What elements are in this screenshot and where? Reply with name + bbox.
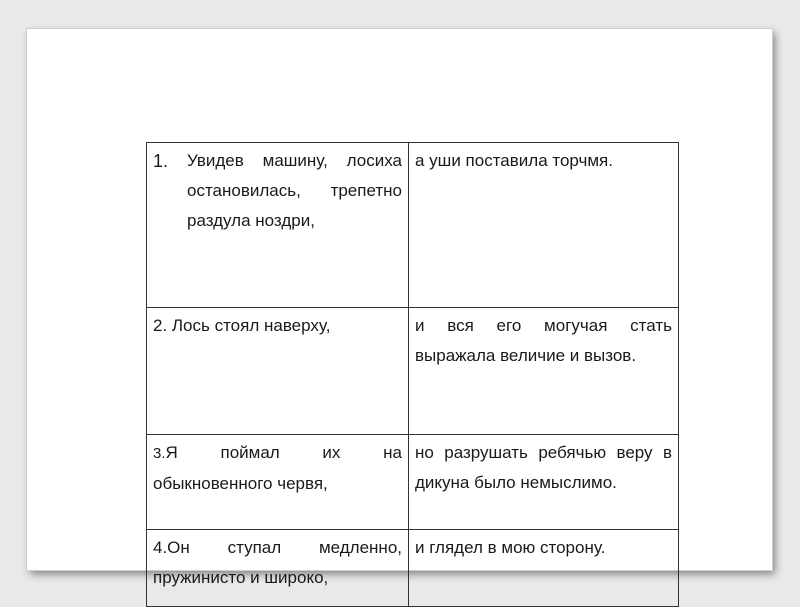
table-cell-right: но разрушать ребячью веру в дикуна было немыслимо. bbox=[409, 435, 679, 530]
table-cell-right: а уши поставила торчмя. bbox=[409, 143, 679, 308]
table-cell-left: 4.Он ступал медленно, пружинисто и широко, bbox=[147, 530, 409, 607]
sentence-part: Увидев машину, лосиха остановилась, трепетно раздула ноздри, bbox=[187, 151, 402, 230]
table-cell-left: 2. Лось стоял наверху, bbox=[147, 308, 409, 435]
row-number: 3. bbox=[153, 445, 166, 462]
table-row bbox=[147, 143, 679, 308]
table-row bbox=[147, 308, 679, 435]
table-row bbox=[147, 435, 679, 530]
sentence-part: Я поймал их на обыкновенного червя, bbox=[153, 443, 402, 493]
table-row bbox=[147, 530, 679, 607]
sentence-table bbox=[146, 142, 679, 607]
row-number: 1. bbox=[153, 151, 169, 171]
slide bbox=[27, 29, 772, 587]
table-cell-left bbox=[147, 143, 409, 308]
table-cell-right: и глядел в мою сторону. bbox=[409, 530, 679, 607]
table-cell-left bbox=[147, 435, 409, 530]
table-cell-right: и вся его могучая стать выражала величие и вызов. bbox=[409, 308, 679, 435]
